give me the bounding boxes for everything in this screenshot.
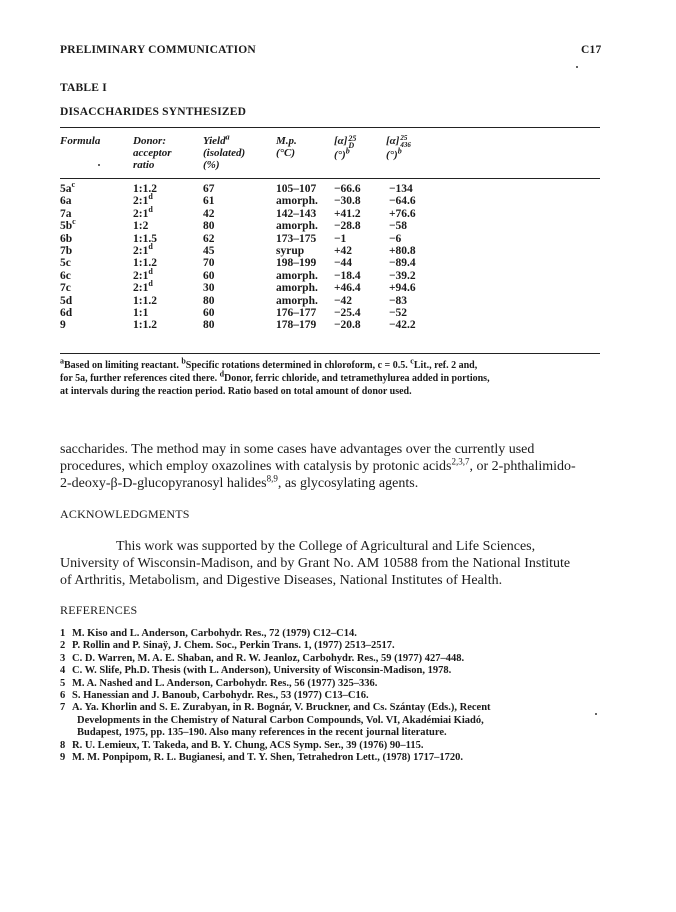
mp-cell: syrup [276,245,305,258]
formula-cell: $5a^c$ [60,180,76,195]
scan-speck [595,713,597,715]
table-footnotes: $^a$Based on limiting reactant. $^b$Specific rotations determined in chloroform, c = 0.5. $^c$Lit., ref. 2 and, for 5a, further references cited there. $^d$Donor, ferric chloride, and tetramethylurea added in portions, at intervals during the reaction period. Ratio based on total amount of donor used. [60,356,490,397]
alpha-436-cell: −134 [389,183,413,195]
mp-cell: 105–107 [276,183,317,195]
mp-cell: amorph. [276,220,318,233]
yield-cell: 80 [203,294,215,307]
table-top-rule [60,127,600,128]
table-row [60,257,449,269]
alpha-436-cell: −58 [389,220,408,233]
yield-cell: 45 [203,245,215,258]
mp-cell: 176–177 [276,307,317,320]
mp-cell: amorph. [276,195,318,208]
ratio-cell: 1:1.2 [133,294,157,307]
mp-cell: 198–199 [276,257,317,270]
yield-cell: 42 [203,207,215,220]
reference-item: 7 A. Ya. Khorlin and S. E. Zurabyan, in R. Bognár, V. Bruckner, and Cs. Szántay (Eds.), Recent [60,702,491,714]
table-title: DISACCHARIDES SYNTHESIZED [60,106,247,118]
reference-item: 5 M. A. Nashed and L. Anderson, Carbohydr. Res., 56 (1977) 325–336. [60,677,378,689]
table-row [60,233,449,245]
body-paragraph: saccharides. The method may in some cases have advantages over the currently used procedures, which employ oxazolines with catalysis by protonic acids$^{2,3,7}$, or 2-phthalimido- 2-deoxy-β-D-glucopyranosyl halides$^{8,9}$, as glycosylating agents. [60,442,576,491]
acknowledgments-heading: ACKNOWLEDGMENTS [60,507,190,521]
yield-cell: 67 [203,183,215,195]
yield-cell: 80 [203,220,215,233]
col-head-yield: Yield$^a$ (isolated) (%) [203,132,246,171]
reference-continuation: Budapest, 1975, pp. 135–190. Also many references in the recent journal literature. [77,727,447,739]
formula-cell: $5b^c$ [60,217,76,233]
scan-speck [98,164,100,166]
yield-cell: 61 [203,195,215,208]
alpha-d-cell: −1 [334,232,347,245]
ratio-cell: 1:2 [133,220,149,233]
alpha-436-cell: −83 [389,294,408,307]
formula-cell: 7c [60,282,71,295]
ratio-cell: 2:1$^d$ [133,204,153,220]
mp-cell: 178–179 [276,319,317,332]
formula-cell: 6a [60,195,72,208]
formula-cell: 7b [60,245,73,258]
reference-item: 9 M. M. Ponpipom, R. L. Bugianesi, and T. Y. Shen, Tetrahedron Lett., (1978) 1717–1720. [60,752,463,764]
alpha-d-cell: −18.4 [334,269,361,282]
ratio-cell: 2:1$^d$ [133,267,153,282]
ratio-cell: 1:1.2 [133,257,157,270]
ratio-cell: 1:1.5 [133,232,157,245]
references-heading: REFERENCES [60,603,138,617]
alpha-436-cell: −39.2 [389,269,416,282]
mp-cell: amorph. [276,282,318,295]
page-number: C17 [581,44,602,56]
ratio-cell: 1:1.2 [133,319,157,332]
running-header: PRELIMINARY COMMUNICATION [60,44,256,56]
alpha-436-cell: +94.6 [389,282,416,295]
table-row [60,183,449,195]
table-row [60,295,449,307]
formula-cell: 5c [60,257,71,270]
alpha-d-cell: −20.8 [334,319,361,332]
yield-cell: 80 [203,319,215,332]
formula-cell: 5d [60,294,73,307]
mp-cell: 173–175 [276,232,317,245]
yield-cell: 60 [203,307,215,320]
yield-cell: 62 [203,232,215,245]
col-head-alpha-d: [α] 25 D (°)$^b$ [334,134,357,161]
col-head-formula: Formula [60,135,101,147]
reference-item: 6 S. Hanessian and J. Banoub, Carbohydr. Res., 53 (1977) C13–C16. [60,690,369,702]
table-row [60,195,449,207]
alpha-d-cell: −42 [334,294,353,307]
reference-item: 3 C. D. Warren, M. A. E. Shaban, and R. W. Jeanloz, Carbohydr. Res., 59 (1977) 427–448. [60,652,465,664]
alpha-d-cell: +42 [334,245,353,258]
yield-cell: 30 [203,282,215,295]
table-bottom-rule [60,353,600,354]
col-head-mp: M.p. (°C) [276,135,297,159]
scan-speck [576,66,578,68]
ratio-cell: 2:1$^d$ [133,242,153,258]
mp-cell: amorph. [276,269,318,282]
alpha-436-cell: −6 [389,232,402,245]
table-row [60,307,449,319]
alpha-d-cell: −25.4 [334,307,361,320]
formula-cell: 6d [60,307,73,320]
alpha-d-cell: +41.2 [334,207,361,220]
alpha-436-cell: −89.4 [389,257,416,270]
alpha-436-cell: −64.6 [389,195,416,208]
yield-cell: 60 [203,269,215,282]
alpha-436-cell: −42.2 [389,319,416,332]
reference-continuation: Developments in the Chemistry of Natural Carbon Compounds, Vol. VI, Akadémiai Kiadó, [77,714,484,726]
reference-list [60,628,491,764]
mp-cell: 142–143 [276,207,317,220]
reference-item: 1 M. Kiso and L. Anderson, Carbohydr. Res., 72 (1979) C12–C14. [60,628,357,639]
alpha-436-cell: +80.8 [389,245,416,258]
table-label: TABLE I [60,82,107,94]
table-row [60,208,449,220]
formula-cell: 6c [60,269,71,282]
col-head-donor: Donor: acceptor ratio [133,135,172,171]
reference-item: 4 C. W. Slife, Ph.D. Thesis (with L. Anderson), University of Wisconsin-Madison, 1978. [60,665,452,677]
table-row [60,245,449,257]
alpha-d-cell: −66.6 [334,183,361,195]
reference-item: 2 P. Rollin and P. Sinaÿ, J. Chem. Soc., Perkin Trans. 1, (1977) 2513–2517. [60,640,395,652]
table-row [60,270,449,282]
table-row [60,220,449,232]
ratio-cell: 2:1$^d$ [133,192,153,208]
alpha-d-cell: −30.8 [334,195,361,208]
mp-cell: amorph. [276,294,318,307]
table-row [60,282,449,294]
reference-item: 8 R. U. Lemieux, T. Takeda, and B. Y. Chung, ACS Symp. Ser., 39 (1976) 90–115. [60,739,424,751]
alpha-d-cell: −28.8 [334,220,361,233]
alpha-d-cell: +46.4 [334,282,361,295]
formula-cell: 6b [60,232,73,245]
yield-cell: 70 [203,257,215,270]
ratio-cell: 1:1 [133,307,149,320]
formula-cell: 9 [60,319,66,332]
formula-cell: 7a [60,207,72,220]
disaccharides-table [60,180,449,332]
alpha-d-cell: −44 [334,257,353,270]
ratio-cell: 1:1.2 [133,183,157,195]
col-head-alpha-436: [α] 25 436 (°)$^b$ [386,134,411,161]
alpha-436-cell: −52 [389,307,408,320]
ratio-cell: 2:1$^d$ [133,279,153,295]
alpha-436-cell: +76.6 [389,207,416,220]
acknowledgments-text: This work was supported by the College of Agricultural and Life Sciences, University of Wisconsin-Madison, and by Grant No. AM 10588 from the National Institute of Arthritis, Metabolism, and Digestive Diseases, National Institutes of Health. [60,539,571,588]
table-row [60,319,449,331]
table-header-rule [60,178,600,179]
